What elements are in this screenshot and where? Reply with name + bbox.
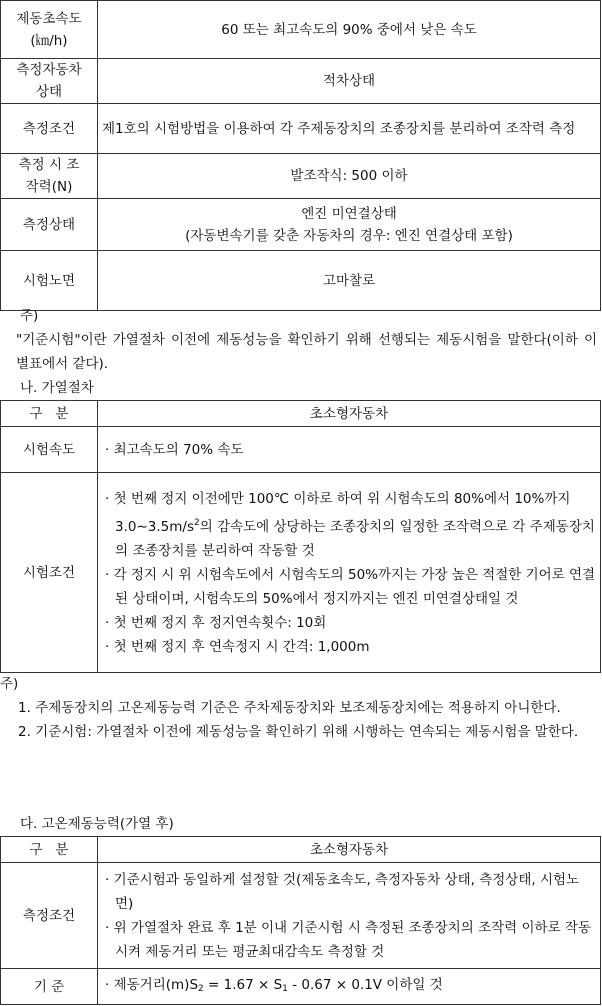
note-heading: 주) — [0, 676, 19, 692]
row-value: 적차상태 — [98, 59, 601, 104]
list-item: · 첫 번째 정지 후 연속정지 시 간격: 1,000m — [105, 638, 370, 655]
note-2 — [0, 672, 601, 744]
list-item: · 기준시험과 동일하게 설정할 것(제동초속도, 측정자동차 상태, 측정상태, 시험노면) — [105, 871, 580, 912]
row-value: 고마찰로 — [98, 251, 601, 311]
table-high-temp-performance — [0, 836, 601, 1005]
header-label: 구 분 — [1, 401, 98, 427]
list-item: 2. 기준시험: 가열절차 이전에 제동성능을 확인하기 위해 시행하는 연속되는 제동시험을 말한다. — [18, 724, 579, 740]
list-item: · 최고속도의 70% 속도 — [105, 441, 244, 458]
row-label: 시험노면 — [1, 251, 98, 311]
note-text: "기준시험"이란 가열절차 이전에 제동성능을 확인하기 위해 선행되는 제동시험을 말한다(이하 이 별표에서 같다). — [16, 332, 597, 372]
row-label: 측정조건 — [1, 104, 98, 154]
list-item: 1. 주제동장치의 고온제동능력 기준은 주차제동장치와 보조제동장치에는 적용하지 아니한다. — [18, 700, 561, 716]
header-value: 초소형자동차 — [98, 837, 601, 863]
table-test-conditions — [0, 0, 601, 311]
list-item: · 첫 번째 정지 후 정지연속횟수: 10회 — [105, 614, 327, 631]
row-value: 60 또는 최고속도의 90% 중에서 낮은 속도 — [98, 1, 601, 59]
header-label: 구 분 — [1, 837, 98, 863]
row-label: 제동초속도 (㎞/h) — [1, 1, 98, 59]
row-label: 측정자동차 상태 — [1, 59, 98, 104]
row-label: 측정조건 — [1, 863, 98, 969]
table-heating-procedure — [0, 400, 601, 673]
list-item: · 각 정지 시 위 시험속도에서 시험속도의 50%까지는 가장 높은 적절한 기어로 연결된 상태이며, 시험속도의 50%에서 정지까지는 엔진 미연결상태일 것 — [105, 566, 596, 607]
row-value: 제1호의 시험방법을 이용하여 각 주제동장치의 조종장치를 분리하여 조작력 측정 — [98, 104, 601, 154]
section-title-da: 다. 고온제동능력(가열 후) — [20, 816, 174, 832]
row-label: 측정상태 — [1, 199, 98, 251]
note-heading: 주) — [20, 308, 39, 324]
note-1 — [0, 304, 601, 400]
section-title-na: 나. 가열절차 — [20, 380, 94, 396]
formula: · 제동거리$(m)S_2 = 1.67 \times S_1 - 0.67 \times 0.1V$ 이하일 것 — [105, 976, 443, 994]
row-label: 시험속도 — [1, 427, 98, 473]
header-value: 초소형자동차 — [98, 401, 601, 427]
row-value: 발조작식: 500 이하 — [98, 154, 601, 199]
row-label: 시험조건 — [1, 473, 98, 673]
row-label: 기 준 — [1, 969, 98, 1005]
list-item: · 첫 번째 정지 이전에만 100℃ 이하로 하여 위 시험속도의 80%에서 10%까지 $3.0\sim 3.5m/s^2$의 감속도에 상당하는 조종장치의 일정한 조작력으로 각 주제동장치의 조종장치를 분리하여 작동할 것 — [105, 490, 595, 559]
list-item: · 위 가열절차 완료 후 1분 이내 기준시험 시 측정된 조종장치의 조작력 이하로 작동시켜 제동거리 또는 평균최대감속도 측정할 것 — [105, 919, 591, 960]
row-label: 측정 시 조 작력(N) — [1, 154, 98, 199]
row-value: 엔진 미연결상태 (자동변속기를 갖춘 자동차의 경우: 엔진 연결상태 포함) — [98, 199, 601, 251]
